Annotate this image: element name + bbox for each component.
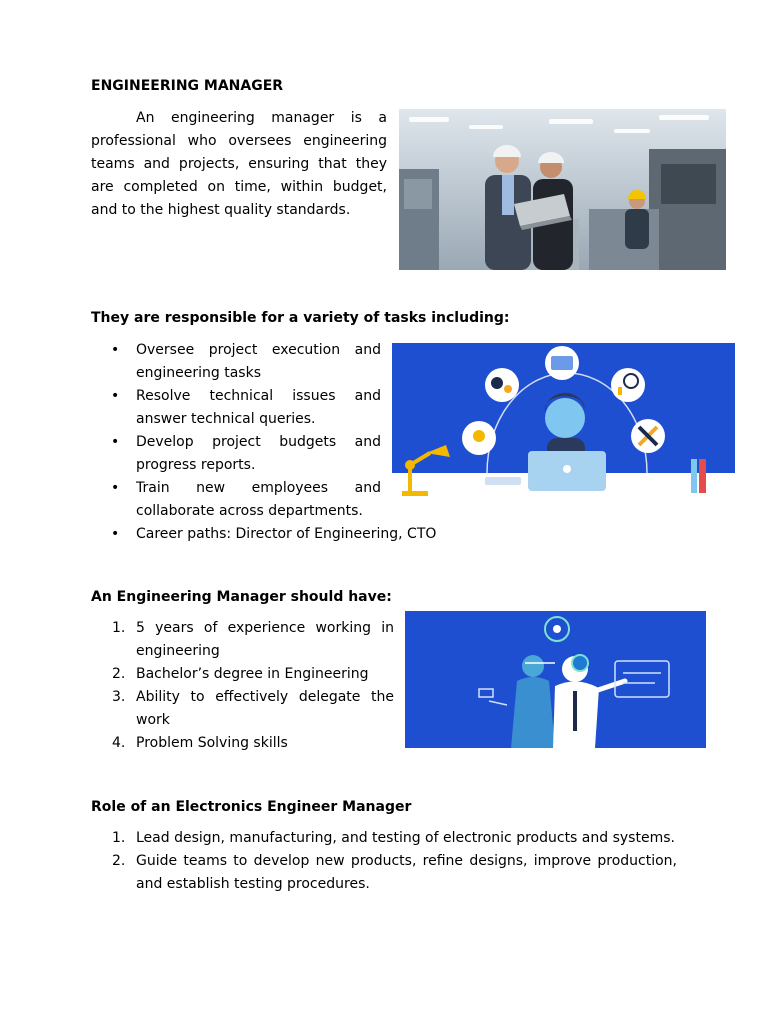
engineer-icons-illustration [392,343,735,498]
bullet-marker: • [111,342,120,358]
list-number: 2. [112,853,126,869]
electronics-heading: Role of an Electronics Engineer Manager [91,799,412,815]
list-number: 3. [112,689,126,705]
document-icon [545,346,579,380]
electronics-list [91,827,677,896]
list-item: 2. Bachelor’s degree in Engineering [91,663,394,686]
intro-paragraph [91,107,387,222]
requirements-heading: An Engineering Manager should have: [91,589,392,605]
bullet-marker: • [111,388,120,404]
list-item: 3. Ability to effectively delegate the work [91,686,394,732]
tasks-heading: They are responsible for a variety of tasks including: [91,310,510,326]
list-item: 4. Problem Solving skills [91,732,394,755]
tasks-list [91,339,437,546]
list-item: • Career paths: Director of Engineering, CTO [91,523,556,546]
intro-line: are completed on time, within budget, [91,179,387,195]
list-item: • Develop project budgets and progress reports. [91,431,381,477]
list-item: 1. Lead design, manufacturing, and testing of electronic products and systems. [91,827,677,850]
requirements-list [91,617,394,755]
list-number: 1. [112,620,126,636]
intro-line: An engineering manager is a [136,110,387,126]
list-number: 1. [112,830,126,846]
list-item: • Train new employees and collaborate across departments. [91,477,381,523]
bullet-marker: • [111,434,120,450]
list-number: 2. [112,666,126,682]
intro-line: teams and projects, ensuring that they [91,156,387,172]
lightbulb-icon [462,421,496,455]
list-item: 2. Guide teams to develop new products, refine designs, improve production, and establish testing procedures. [91,850,677,896]
list-item: • Resolve technical issues and answer technical queries. [91,385,381,431]
engineers-factory-photo [399,109,726,270]
intro-line: professional who oversees engineering [91,133,387,149]
engineers-gears-illustration [405,611,706,748]
intro-line: and to the highest quality standards. [91,202,351,218]
list-number: 4. [112,735,126,751]
page-title: ENGINEERING MANAGER [91,78,284,94]
list-item: 1. 5 years of experience working in engineering [91,617,394,663]
bullet-marker: • [111,526,120,542]
chart-search-icon [611,368,645,402]
gear-icon [485,368,519,402]
list-item: • Oversee project execution and engineering tasks [91,339,381,385]
bullet-marker: • [111,480,120,496]
wrench-icon [631,419,665,453]
